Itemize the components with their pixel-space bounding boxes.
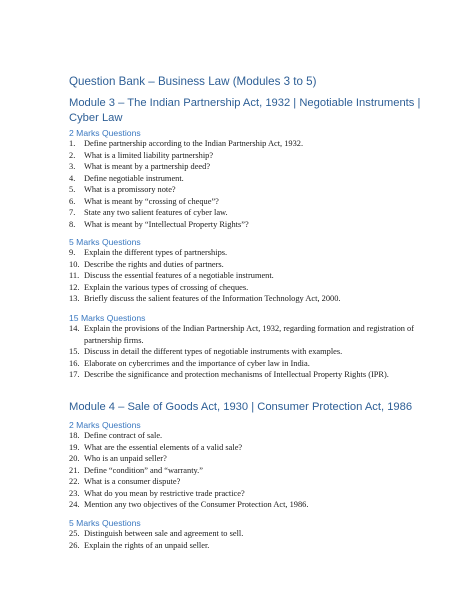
module-4-2-marks-list — [69, 430, 421, 511]
question-number: 6. — [69, 196, 76, 206]
question-number: 19. — [69, 442, 80, 452]
question-number: 10. — [69, 259, 80, 269]
question-text: Who is an unpaid seller? — [84, 454, 167, 463]
module-3-heading: Module 3 – The Indian Partnership Act, 1932 | Negotiable Instruments | Cyber Law — [69, 97, 421, 124]
module-4-2-marks-heading: 2 Marks Questions — [69, 420, 141, 430]
question-text: Explain the different types of partnerships. — [84, 248, 228, 257]
question-item — [69, 247, 421, 259]
question-item — [69, 270, 421, 282]
question-text: What is a limited liability partnership? — [84, 150, 214, 160]
question-number: 25. — [69, 529, 80, 538]
question-text: State any two salient features of cyber law. — [84, 208, 228, 217]
question-number: 16. — [69, 358, 80, 368]
question-text: What is meant by a partnership deed? — [84, 162, 211, 171]
question-number: 23. — [69, 488, 80, 498]
question-text: Define partnership according to the Indian Partnership Act, 1932. — [84, 139, 304, 148]
question-number: 14. — [69, 324, 80, 333]
document-title: Question Bank – Business Law (Modules 3 to 5) — [69, 75, 317, 88]
question-item — [69, 540, 421, 552]
question-number: 11. — [69, 271, 80, 280]
question-item — [69, 282, 421, 294]
question-item — [69, 488, 421, 500]
question-item — [69, 184, 421, 196]
question-number: 1. — [69, 139, 76, 148]
question-number: 12. — [69, 282, 80, 292]
question-text: Explain the various types of crossing of cheques. — [84, 282, 249, 292]
question-number: 2. — [69, 150, 76, 160]
question-number: 8. — [69, 219, 76, 229]
question-item — [69, 293, 421, 305]
question-item — [69, 150, 421, 162]
module-3-2-marks-list — [69, 138, 421, 230]
module-4-5-marks-list — [69, 528, 421, 551]
question-number: 26. — [69, 540, 80, 550]
question-item — [69, 138, 421, 150]
question-text: Elaborate on cybercrimes and the importance of cyber law in India. — [84, 358, 310, 368]
question-number: 15. — [69, 347, 80, 356]
question-text: Describe the significance and protection mechanisms of Intellectual Property Rights (IPR). — [84, 370, 389, 379]
question-text: Distinguish between sale and agreement to sell. — [84, 529, 244, 538]
question-text: Discuss in detail the different types of negotiable instruments with examples. — [84, 347, 343, 356]
module-3-5-marks-heading: 5 Marks Questions — [69, 237, 141, 247]
question-number: 7. — [69, 208, 76, 217]
question-item — [69, 358, 421, 370]
question-number: 24. — [69, 500, 80, 509]
question-item — [69, 173, 421, 185]
question-number: 5. — [69, 185, 76, 194]
question-text: Briefly discuss the salient features of the Information Technology Act, 2000. — [84, 294, 341, 303]
question-item — [69, 465, 421, 477]
question-item — [69, 323, 421, 346]
question-item — [69, 430, 421, 442]
question-number: 20. — [69, 454, 80, 463]
question-item — [69, 442, 421, 454]
question-text: What is a consumer dispute? — [84, 477, 181, 486]
question-text: What do you mean by restrictive trade practice? — [84, 488, 245, 498]
module-3-15-marks-list — [69, 323, 421, 381]
question-item — [69, 369, 421, 381]
question-number: 17. — [69, 370, 80, 379]
module-3-5-marks-list — [69, 247, 421, 305]
question-number: 21. — [69, 465, 80, 475]
question-number: 4. — [69, 173, 76, 183]
question-text: Explain the provisions of the Indian Partnership Act, 1932, regarding formation and registration of partnership firms. — [84, 324, 415, 345]
question-item — [69, 207, 421, 219]
question-item — [69, 476, 421, 488]
question-number: 9. — [69, 248, 76, 257]
module-3-15-marks-heading: 15 Marks Questions — [69, 313, 146, 323]
question-text: Define negotiable instrument. — [84, 173, 184, 183]
question-item — [69, 346, 421, 358]
question-number: 3. — [69, 162, 76, 171]
question-number: 22. — [69, 477, 80, 486]
question-text: Mention any two objectives of the Consumer Protection Act, 1986. — [84, 500, 309, 509]
question-text: Define “condition” and “warranty.” — [84, 465, 203, 475]
question-item — [69, 528, 421, 540]
question-text: What are the essential elements of a valid sale? — [84, 442, 243, 452]
module-4-5-marks-heading: 5 Marks Questions — [69, 518, 141, 528]
question-text: Describe the rights and duties of partners. — [84, 259, 224, 269]
question-text: Define contract of sale. — [84, 431, 163, 440]
module-4-heading: Module 4 – Sale of Goods Act, 1930 | Consumer Protection Act, 1986 — [69, 401, 413, 413]
question-item — [69, 219, 421, 231]
question-item — [69, 453, 421, 465]
question-item — [69, 499, 421, 511]
question-text: What is meant by “Intellectual Property Rights”? — [84, 219, 249, 229]
question-text: What is meant by “crossing of cheque”? — [84, 196, 219, 206]
question-item — [69, 196, 421, 208]
question-text: Discuss the essential features of a negotiable instrument. — [84, 271, 274, 280]
question-item — [69, 161, 421, 173]
module-3-2-marks-heading: 2 Marks Questions — [69, 128, 141, 138]
question-item — [69, 259, 421, 271]
question-text: What is a promissory note? — [84, 185, 176, 194]
question-number: 18. — [69, 431, 80, 440]
question-text: Explain the rights of an unpaid seller. — [84, 540, 210, 550]
question-number: 13. — [69, 294, 80, 303]
